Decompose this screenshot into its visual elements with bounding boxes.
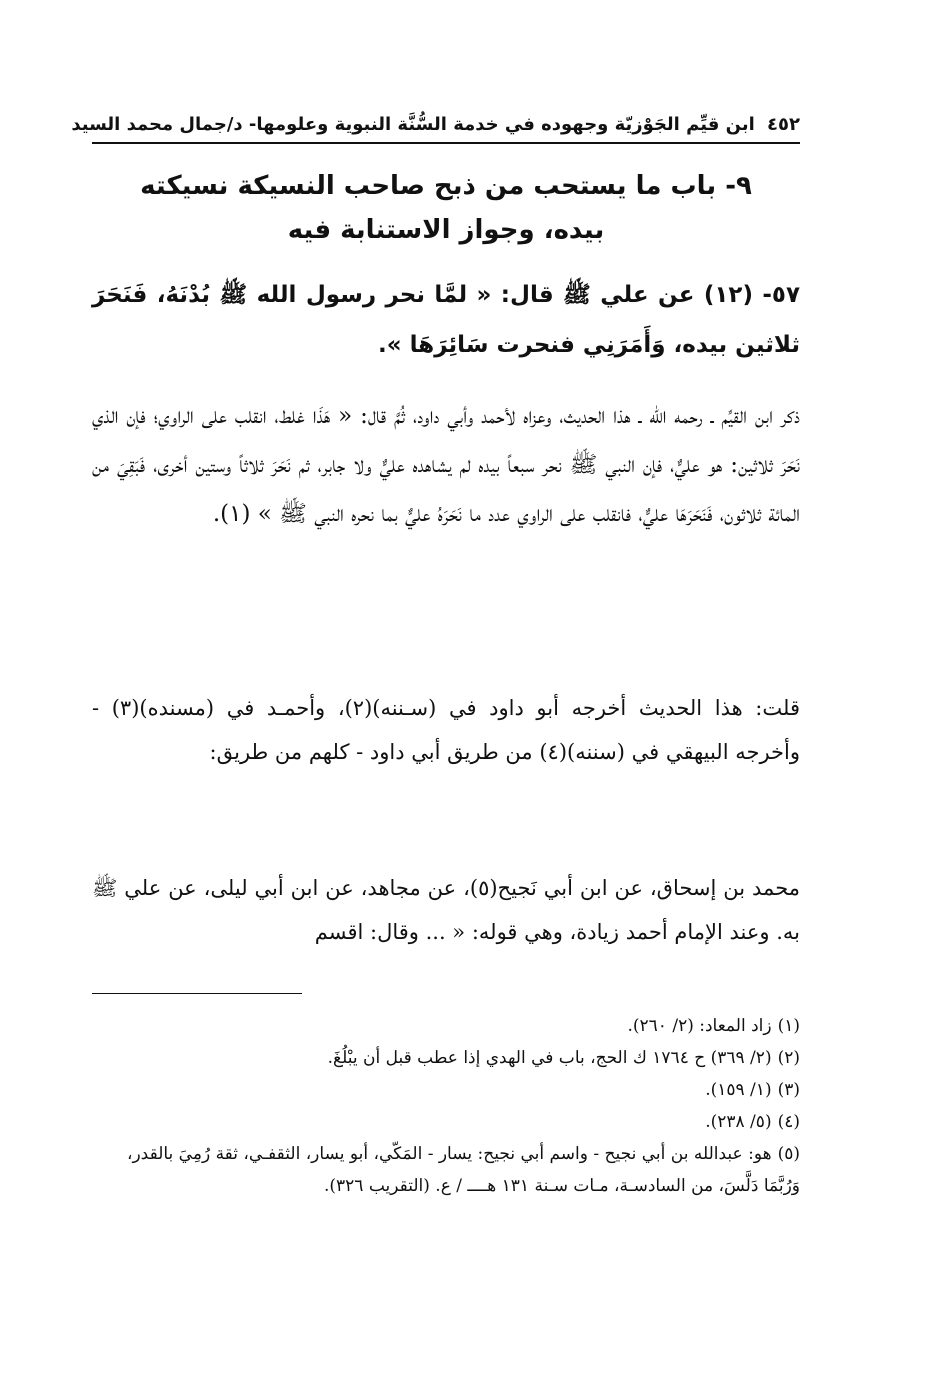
footnote-number: (٥) (777, 1144, 800, 1164)
footnote (92, 1074, 800, 1106)
footnote (92, 1042, 800, 1074)
footnote-text: زاد المعاد: (٢/ ٢٦٠). (627, 1016, 772, 1036)
footnote-text: (١/ ١٥٩). (705, 1080, 772, 1100)
hadith-text: ٥٧- (١٢) عن علي ﷺ قال: « لمَّا نحر رسول الله ﷺ بُدْنَهُ، فَنَحَرَ ثلاثين بيده، وَأَمَرَنِي فنحرت سَائِرَهَا ». (92, 282, 800, 358)
footnote-separator (92, 993, 302, 994)
body-paragraph-2: محمد بن إسحاق، عن ابن أبي نَجيح(٥)، عن مجاهد، عن ابن أبي ليلى، عن علي ﷺ به. وعند الإمام أحمد زيادة، وهي قوله: « ... وقال: اقسم (92, 876, 800, 944)
page-number: ٤٥٢ (767, 114, 800, 135)
commentary-paragraph: ذكر ابن القيِّم ـ رحمه الله ـ هذا الحديث، وعزاه لأحمد وأبي داود، ثُمَّ قال: « هَذَا غلط، انقلب على الراوي؛ فإن الذي نَحَرَ ثلاثين: هو عليٌّ، فإن النبي ﷺ نحر سبعاً بيده لم يشاهده عليٌّ ولا جابر، ثم نَحَرَ ثلاثاً وستين أخرى، فَبَقِيَ من المائة ثلاثون، فَنَحَرَهَا عليٌّ، فانقلب على الراوي عدد ما نَحَرَهُ عليٌّ بما نحره النبي ﷺ » (١). (92, 403, 800, 527)
footnote-number: (٢) (777, 1048, 800, 1068)
footnote-text: (٥/ ٢٣٨). (705, 1112, 772, 1132)
running-header (71, 110, 800, 144)
footnote-text: هو: عبدالله بن أبي نجيح - واسم أبي نجيح: يسار - المَكّي، أبو يسار، الثقفـي، ثقة رُمِيَ بالقدر، وَرُبَّمَا دَلَّسَ، من السادسـة، مـات سـنة ١٣١ هــــ / ع. (التقريب ٣٢٦). (126, 1144, 800, 1196)
footnote-text: (٢/ ٣٦٩) ح ١٧٦٤ ك الحج، باب في الهدي إذا عطب قبل أن يبْلُغَ. (327, 1048, 772, 1068)
footnote (92, 1010, 800, 1042)
book-page (71, 0, 800, 1384)
footnote-number: (٤) (777, 1112, 800, 1132)
footnote (92, 1106, 800, 1138)
footnote (92, 1138, 800, 1202)
chapter-title: ٩- باب ما يستحب من ذبح صاحب النسيكة نسيكته بيده، وجواز الاستنابة فيه (140, 171, 752, 245)
body-paragraph-1: قلت: هذا الحديث أخرجه أبو داود في (سـننه)(٢)، وأحمـد في (مسنده)(٣) - وأخرجه البيهقي في (سننه)(٤) من طريق أبي داود - كلهم من طريق: (92, 696, 800, 764)
footnote-number: (٣) (777, 1080, 800, 1100)
running-title: ابن قيِّم الجَوْزيّة وجهوده في خدمة السُّنَّة النبوية وعلومها- د/جمال محمد السيد (71, 114, 755, 135)
footnote-number: (١) (777, 1016, 800, 1036)
footnotes (92, 1010, 800, 1202)
